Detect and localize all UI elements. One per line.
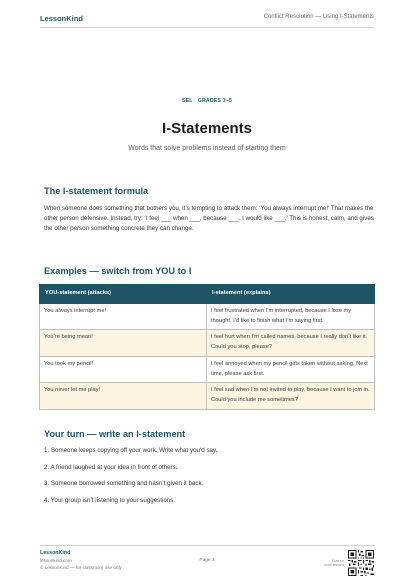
table-header-row bbox=[40, 285, 375, 304]
examples-heading: Examples — switch from YOU to I bbox=[44, 266, 192, 276]
table-row bbox=[40, 357, 375, 383]
document-title: Conflict Resolution — Using I-Statements bbox=[263, 14, 374, 20]
practice-prompt-list bbox=[44, 447, 374, 513]
you-statement-cell: You took my pencil! bbox=[40, 357, 207, 383]
i-statement-cell: I feel sad when I’m not invited to play, because I want to join in. Could you include me sometimes? bbox=[207, 383, 375, 410]
you-statement-cell: You’re being mean! bbox=[40, 330, 207, 357]
page-number: Page 1 bbox=[199, 558, 215, 563]
footer-site-link[interactable]: lessonkind.com bbox=[40, 558, 72, 563]
page-subtitle: Words that solve problems instead of starting them bbox=[128, 145, 286, 152]
column-header-you: YOU-statement (attacks) bbox=[40, 285, 207, 304]
examples-table bbox=[39, 284, 375, 410]
qr-caption bbox=[314, 559, 344, 567]
header-divider bbox=[40, 27, 374, 28]
i-statement-cell: I feel hurt when I’m called names, because I really don’t like it. Could you stop, please? bbox=[207, 330, 375, 357]
page-header bbox=[40, 14, 374, 28]
list-item: 4. Your group isn’t listening to your suggestions. bbox=[44, 496, 176, 504]
list-item: 1. Someone keeps copying off your work. Write what you’d say. bbox=[44, 447, 218, 454]
formula-heading: The I-statement formula bbox=[44, 186, 149, 196]
footer-copyright: © LessonKind — for classroom use only bbox=[40, 565, 122, 570]
you-statement-cell: You never let me play! bbox=[40, 383, 207, 410]
you-statement-cell: You always interrupt me! bbox=[40, 304, 207, 330]
brand-logo: LessonKind bbox=[40, 14, 83, 23]
list-item: 2. A friend laughed at your idea in front of others. bbox=[44, 463, 178, 471]
column-header-i: I-statement (explains) bbox=[207, 285, 375, 304]
qr-code-icon[interactable] bbox=[348, 550, 374, 576]
list-item: 3. Someone borrowed something and hasn’t given it back. bbox=[44, 480, 204, 488]
qr-caption-line: Scan for bbox=[331, 559, 344, 563]
practice-heading: Your turn — write an I-statement bbox=[44, 429, 186, 439]
grade-eyebrow: SEL · GRADES 3–5 bbox=[181, 98, 233, 104]
table-row bbox=[40, 330, 375, 357]
i-statement-cell: I feel annoyed when my pencil gets taken without asking. Next time, please ask first. bbox=[207, 357, 375, 383]
qr-caption-line: more lessons bbox=[324, 563, 344, 567]
table-row bbox=[40, 304, 375, 330]
footer-divider bbox=[40, 545, 374, 546]
formula-paragraph: When someone does something that bothers you, it’s tempting to attack them: ‘You always interrupt me!’ That makes the other person defensive. Instead, try: ‘I feel ___ when ___, because ___. I would like ___.’ This is honest, calm, and gives the other person something concrete they can change. bbox=[44, 205, 374, 233]
i-statement-cell: I feel frustrated when I’m interrupted, because I lose my thought. I’d like to finish what I’m saying first. bbox=[207, 304, 375, 330]
footer-brand: LessonKind bbox=[40, 550, 71, 556]
page-title: I-Statements bbox=[161, 120, 253, 137]
table-row bbox=[40, 383, 375, 410]
